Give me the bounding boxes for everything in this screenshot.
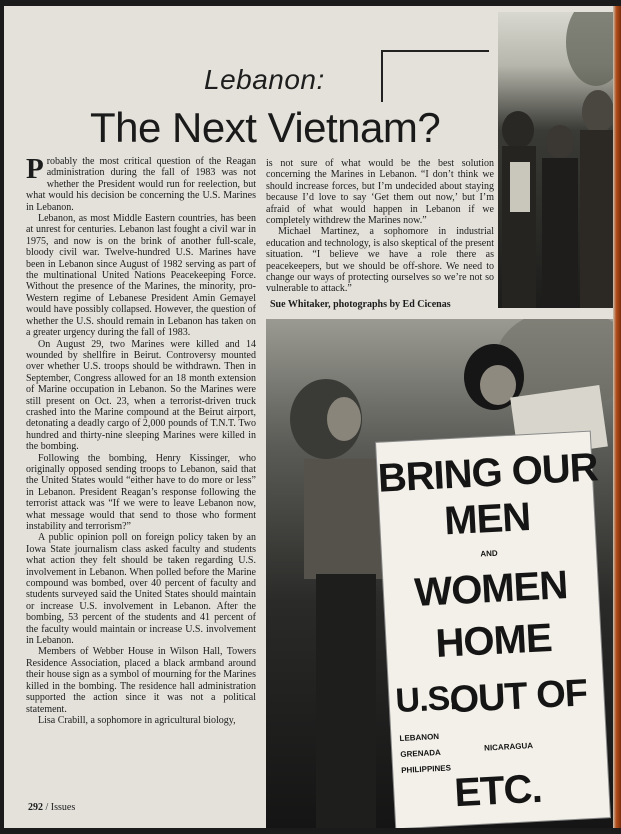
sign-small-nicaragua: NICARAGUA (483, 741, 534, 753)
protest-sign (376, 432, 610, 828)
paragraph-5: A public opinion poll on foreign policy taken by an Iowa State journalism class asked faculty and students what action they felt should be taken regarding U.S. involvement in Lebanon. When polled before the Marine compound was bombed, over 40 percent of faculty and students surveyed said the United States should maintain or increase U.S. involvement in Lebanon. After the bombing, 53 percent of the students and 41 percent of the faculty would maintain or increase U.S. involvement in Lebanon. (26, 532, 256, 647)
sign-line-out-of: OUT OF (448, 672, 589, 722)
byline-credit: Sue Whitaker, photographs by Ed Cicenas (270, 299, 451, 310)
page-edge (613, 6, 621, 828)
drop-cap: P (26, 153, 44, 185)
paragraph-1: Probably the most critical question of the Reagan administration during the fall of 1983 was not whether the President would run for reelection, but what would his decision be concerning the U.S. Marines in Lebanon. (26, 153, 256, 213)
paragraph-4: Following the bombing, Henry Kissinger, who originally opposed sending troops to Lebanon, said that the United States would “either have to do more or less” in Lebanon. President Reagan’s response following the terrorist attack was “If we were to leave Lebanon now, what message would that send to those who forment instability and terrorism?” (26, 452, 256, 532)
sign-line-men: MEN (443, 494, 532, 544)
paragraph-8: is not sure of what would be the best solution concerning the Marines in Lebanon. “I don’t think we should increase forces, but I’m undecided about staying because I’d love to say ‘Get them out now,’ but I’m afraid of what would happen in Lebanon if we completely withdrew the Marines now.” (266, 158, 494, 227)
sign-small-philippines: PHILIPPINES (400, 763, 452, 775)
article-column-1 (26, 153, 256, 726)
sign-line-home: HOME (434, 615, 553, 666)
headline: The Next Vietnam? (90, 104, 441, 151)
sign-small-lebanon: LEBANON (399, 731, 440, 744)
paragraph-6: Members of Webber House in Wilson Hall, Towers Residence Association, placed a black armband around their house sign as a symbol of mourning for the Marines killed in the bombing. The residence hall administration supported the action since it was not a political statement. (26, 646, 256, 715)
photo-students-group (498, 12, 613, 308)
photo-protest (266, 319, 613, 828)
page-number: 292 (28, 802, 43, 813)
sign-line-women: WOMEN (413, 563, 569, 616)
paragraph-2: Lebanon, as most Middle Eastern countries, has been at unrest for centuries. Lebanon last fought a civil war in 1975, and now is on the brink of another full-scale, bloody civil war. Twelve-hundred U.S. Marines have been in Lebanon since August of 1982 serving as part of the multinational United Nations Peacekeeping Force. Without the presence of the Marines, the minority, pro-Western regime of Lebanese President Amin Gemayel would have possibly collapsed. However, the question of whether the U.S. should remain in Lebanon has taken on a greater urgency during the fall of 1983. (26, 213, 256, 339)
kicker: Lebanon: (204, 64, 325, 95)
article-column-2 (266, 158, 494, 295)
paragraph-3: On August 29, two Marines were killed and 14 wounded by shellfire in Beirut. Controversy mounted over whether U.S. troops should be withdrawn. Then in September, Congress allowed for an 18 month extension of Marine occupation in Lebanon. So the Marines were still present on Oct. 23, when a terrorist-driven truck crashed into the Marine compound at the Beirut airport, detonating a deadly cargo of 2,000 pounds of T.N.T. Two hundred and thirty-nine sleeping Marines were killed in the bombing. (26, 338, 256, 453)
section-name: / Issues (43, 802, 76, 813)
students-silhouette (498, 12, 613, 308)
paragraph-7: Lisa Crabill, a sophomore in agricultural biology, (38, 714, 236, 726)
sign-line-and: AND (480, 548, 498, 559)
page-folio (28, 802, 75, 813)
decorative-rule-horizontal (381, 50, 489, 52)
sign-line-etc: ETC. (453, 766, 543, 816)
magazine-page (4, 6, 613, 828)
sign-small-grenada: GRENADA (400, 747, 442, 760)
decorative-rule-vertical (381, 50, 383, 102)
sign-line-bring-our: BRING OUR (376, 445, 599, 501)
paragraph-9: Michael Martinez, a sophomore in industrial education and technology, is also skeptical of the present situation. “I believe we have a role there as peacekeepers, but we should be off-shore. We need to change our ways of protecting ourselves so we’re not so vulnerable to attack.” (266, 226, 494, 295)
sign-line-us: U.S. (394, 678, 459, 721)
